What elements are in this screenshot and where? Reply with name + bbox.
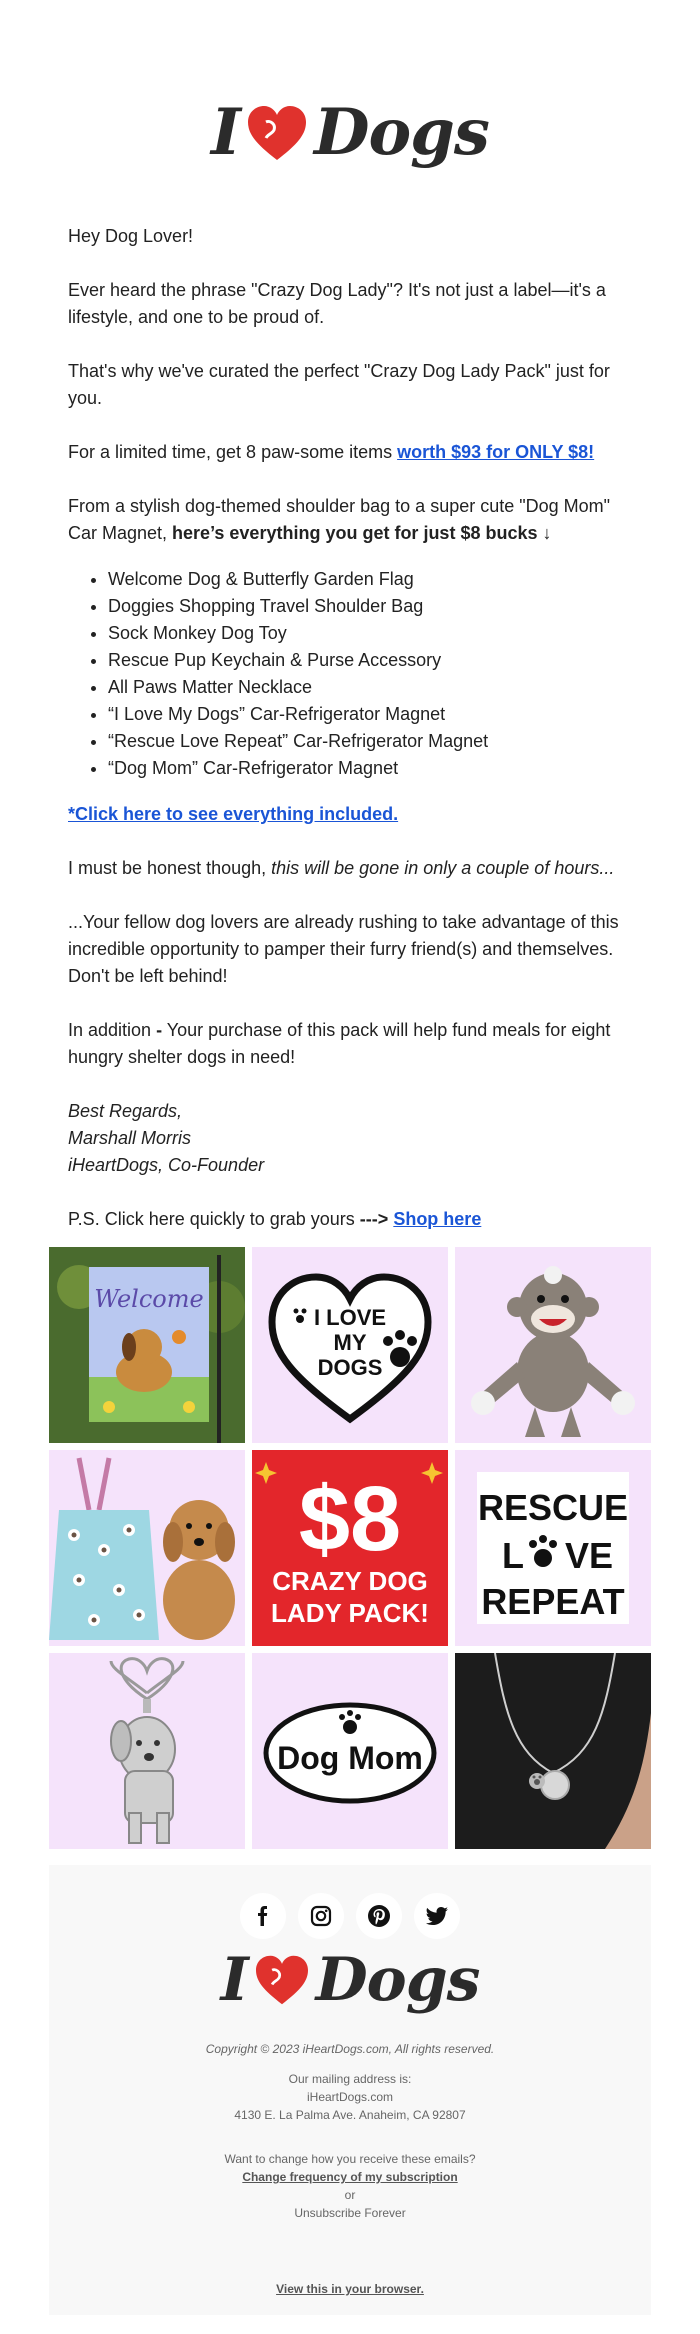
instagram-icon[interactable]: [298, 1893, 344, 1939]
see-everything-link[interactable]: *Click here to see everything included.: [68, 804, 399, 824]
svg-text:VE: VE: [564, 1535, 614, 1576]
twitter-icon[interactable]: [414, 1893, 460, 1939]
signoff: Best Regards,: [68, 1101, 183, 1121]
preferences: Want to change how you receive these emails? Change frequency of my subscription or Unsubscribe Forever: [49, 2150, 651, 2222]
logo-text-i: I: [211, 95, 240, 170]
curated-paragraph: That's why we've curated the perfect "Crazy Dog Lady Pack" just for you.: [68, 361, 610, 408]
list-item: • Rescue Pup Keychain & Purse Accessory: [108, 647, 633, 674]
shoulder-bag-image: [49, 1450, 245, 1646]
unsubscribe-link[interactable]: Unsubscribe Forever: [294, 2206, 406, 2220]
promo-price: $8: [298, 1468, 402, 1570]
product-tile-necklace[interactable]: [455, 1653, 651, 1849]
offer-link[interactable]: worth $93 for ONLY $8!: [397, 442, 595, 462]
contents-bold: here’s everything you get for just $8 bucks ↓: [172, 523, 552, 543]
urgency-paragraph: I must be honest though, this will be gone in only a couple of hours...: [68, 858, 615, 878]
list-item: • “Dog Mom” Car-Refrigerator Magnet: [108, 755, 633, 782]
contents-paragraph: From a stylish dog-themed shoulder bag to a super cute "Dog Mom" Car Magnet, here’s everything you get for just $8 bucks ↓: [68, 496, 611, 543]
svg-text:RESCUE: RESCUE: [477, 1487, 629, 1528]
copyright: Copyright © 2023 iHeartDogs.com, All rights reserved.: [205, 2042, 495, 2056]
product-grid: [49, 1247, 651, 1849]
footer-brand-logo[interactable]: I Dogs: [220, 1945, 480, 2015]
donation-paragraph: In addition - Your purchase of this pack will help fund meals for eight hungry shelter dogs in need!: [68, 1020, 611, 1067]
product-tile-keychain[interactable]: [49, 1653, 245, 1849]
list-item: • “Rescue Love Repeat” Car-Refrigerator Magnet: [108, 728, 633, 755]
signer-title: iHeartDogs, Co-Founder: [68, 1155, 265, 1175]
signature: [68, 1098, 633, 1179]
click-here-paragraph: [68, 801, 633, 828]
list-item: • Welcome Dog & Butterfly Garden Flag: [108, 566, 633, 593]
garden-flag-image: [49, 1247, 245, 1443]
dog-mom-magnet-image: [252, 1653, 448, 1849]
change-frequency-link[interactable]: Change frequency of my subscription: [242, 2170, 458, 2184]
product-tile-shoulder-bag[interactable]: [49, 1450, 245, 1646]
list-item: • Doggies Shopping Travel Shoulder Bag: [108, 593, 633, 620]
greeting: Hey Dog Lover!: [68, 226, 194, 246]
social-proof-paragraph: ...Your fellow dog lovers are already rushing to take advantage of this incredible opportunity to pamper their furry friend(s) and themselves. Don't be left behind!: [68, 912, 619, 986]
product-tile-love-dogs-magnet[interactable]: [252, 1247, 448, 1443]
necklace-image: [455, 1653, 651, 1849]
included-items-list: [68, 566, 633, 782]
product-tile-garden-flag[interactable]: [49, 1247, 245, 1443]
signer-name: Marshall Morris: [68, 1128, 192, 1148]
sock-monkey-image: [455, 1247, 651, 1443]
flag-text: Welcome: [94, 1285, 204, 1313]
social-links: [49, 1893, 651, 1939]
heart-icon: [254, 1954, 310, 2006]
svg-text:L: L: [502, 1535, 524, 1576]
list-item: • Sock Monkey Dog Toy: [108, 620, 633, 647]
promo-tile[interactable]: [252, 1450, 448, 1646]
svg-text:REPEAT: REPEAT: [481, 1581, 625, 1622]
promo-line1: CRAZY DOG: [272, 1566, 428, 1596]
product-tile-dog-mom-magnet[interactable]: [252, 1653, 448, 1849]
pinterest-icon[interactable]: [356, 1893, 402, 1939]
shop-here-link[interactable]: Shop here: [393, 1209, 482, 1229]
promo-image: [252, 1450, 448, 1646]
logo-text-dogs: Dogs: [313, 95, 489, 170]
offer-paragraph: For a limited time, get 8 paw-some items worth $93 for ONLY $8!: [68, 442, 595, 462]
ps-paragraph: P.S. Click here quickly to grab yours ---> Shop here: [68, 1209, 482, 1229]
product-tile-rescue-magnet[interactable]: [455, 1450, 651, 1646]
facebook-icon[interactable]: [240, 1893, 286, 1939]
svg-text:I LOVE: I LOVE: [313, 1305, 387, 1330]
view-in-browser: [49, 2280, 651, 2298]
promo-line2: LADY PACK!: [271, 1598, 429, 1628]
rescue-magnet-image: [455, 1450, 651, 1646]
heart-icon: [246, 104, 308, 162]
brand-logo[interactable]: [0, 95, 700, 170]
keychain-image: [49, 1653, 245, 1849]
svg-text:MY: MY: [333, 1330, 367, 1355]
product-tile-sock-monkey[interactable]: [455, 1247, 651, 1443]
intro-paragraph: Ever heard the phrase "Crazy Dog Lady"? It's not just a label—it's a lifestyle, and one to be proud of.: [68, 280, 606, 327]
love-dogs-magnet-image: [252, 1247, 448, 1443]
list-item: • All Paws Matter Necklace: [108, 674, 633, 701]
mailing-address: Our mailing address is: iHeartDogs.com 4130 E. La Palma Ave. Anaheim, CA 92807: [234, 2072, 466, 2122]
view-in-browser-link[interactable]: View this in your browser.: [276, 2282, 424, 2296]
urgency-italic: this will be gone in only a couple of hours...: [271, 858, 615, 878]
dog-mom-text: Dog Mom: [277, 1740, 423, 1776]
footer: [49, 1865, 651, 2315]
svg-text:DOGS: DOGS: [317, 1355, 383, 1380]
list-item: • “I Love My Dogs” Car-Refrigerator Magnet: [108, 701, 633, 728]
